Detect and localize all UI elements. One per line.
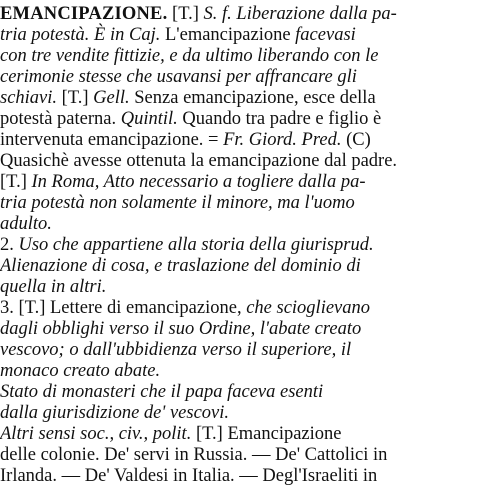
entry-text-run: intervenuta emancipazione. = [0,130,224,150]
entry-text-run: Alienazione di cosa, e traslazione del dominio di [0,256,361,276]
entry-text-run: potestà paterna. [0,109,121,129]
entry-text-run: tria potestà. È in Caj. [0,25,165,45]
entry-text-run: che scioglievano [246,298,371,318]
entry-text-run: (C) [341,130,371,150]
entry-text-run: delle colonie. De' servi in Russia. — De' Cattolici in [0,445,388,465]
entry-text-run: Quintil. [120,109,178,129]
entry-text-run: Quando tra padre e figlio è [177,109,382,129]
entry-line [0,464,485,488]
entry-text-run: L'emancipazione [164,25,296,45]
entry-text-run: schiavi. [0,88,58,108]
entry-text-run: Altri sensi soc., civ., polit. [0,424,192,444]
entry-text-run: [T.] [57,88,94,108]
entry-text-run: [T.] Emancipazione [191,424,342,444]
entry-text-run: In Roma, Atto necessario a togliere dalla pa- [31,172,366,192]
entry-text-run: 3. [T.] Lettere di emancipazione, [0,298,247,318]
entry-text-run: Senza emancipazione, esce della [129,88,376,108]
entry-text-run: dagli obblighi verso il suo Ordine, l'abate creato [0,319,362,339]
entry-text-run: 2. [0,235,19,255]
entry-text-run: dalla giurisdizione de' vescovi. [0,403,230,423]
entry-text-run: S. f. Liberazione dalla pa- [203,4,397,24]
entry-text-run: Uso che appartiene alla storia della giurisprud. [18,235,374,255]
entry-text-run: vescovo; o dall'ubbidienza verso il superiore, il [0,340,352,360]
entry-text-run: Irlanda. — De' Valdesi in Italia. — Degl'Israeliti in [0,466,378,486]
entry-text-run: cerimonie stesse che usavansi per affrancare gli [0,67,357,87]
entry-text-run: Quasichè avesse ottenuta la emancipazione dal padre. [0,151,398,171]
entry-text-run: Stato di monasteri che il papa faceva esenti [0,382,324,402]
entry-text-run: EMANCIPAZIONE. [0,4,168,24]
entry-text-run: [T.] [167,4,204,24]
entry-text-run: [T.] [0,172,32,192]
entry-text-run: quella in altri. [0,277,107,297]
entry-text-run: con tre vendite fittizie, e da ultimo liberando con le [0,46,379,66]
entry-text-run: monaco creato abate. [0,361,161,381]
entry-text-run: facevasi [295,25,356,45]
entry-text-run: Fr. Giord. Pred. [223,130,342,150]
entry-text-run: Gell. [93,88,130,108]
entry-text-run: adulto. [0,214,52,234]
entry-text-run: tria potestà non solamente il minore, ma l'uomo [0,193,355,213]
